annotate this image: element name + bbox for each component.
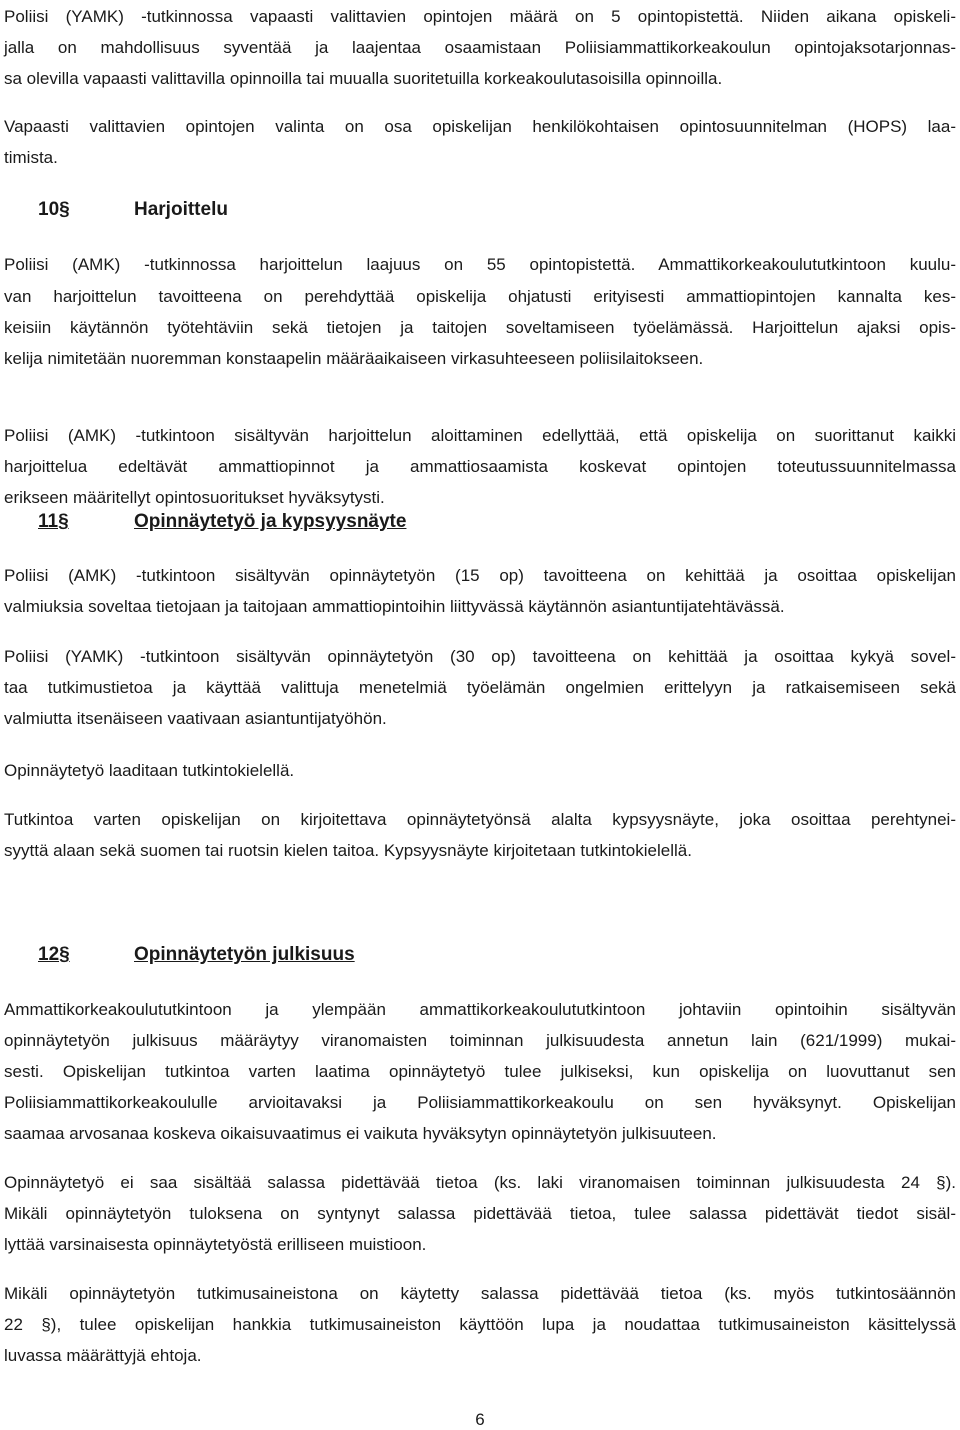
- paragraph-line: valmiutta itsenäiseen vaativaan asiantuntijatyöhön.: [4, 709, 387, 728]
- page-number: 6: [475, 1410, 485, 1429]
- paragraph-line: Poliisiammattikorkeakoululle arvioitavaksi ja Poliisiammattikorkeakoulu on sen hyväksynyt. Opiskelijan: [4, 1093, 956, 1112]
- paragraph-line: kelija nimitetään nuoremman konstaapelin määräaikaiseen virkasuhteeseen poliisilaitokseen.: [4, 349, 704, 368]
- paragraph-line: valmiuksia soveltaa tietojaan ja taitojaan ammattiopintoihin liittyvässä käytännön asiantuntijatehtävässä.: [4, 597, 785, 616]
- paragraph-line: Poliisi (AMK) -tutkintoon sisältyvän harjoittelun aloittaminen edellyttää, että opiskelija on suorittanut kaikki: [4, 426, 956, 445]
- paragraph-line: saamaa arvosanaa koskeva oikaisuvaatimus ei vaikuta hyväksytyn opinnäytetyön julkisuuteen.: [4, 1124, 717, 1143]
- paragraph-line: Poliisi (AMK) -tutkintoon sisältyvän opinnäytetyön (15 op) tavoitteena on kehittää ja osoittaa opiskelijan: [4, 566, 956, 585]
- section-number: 10§: [38, 199, 70, 220]
- paragraph-line: luvassa määrättyjä ehtoja.: [4, 1346, 202, 1365]
- paragraph-line: sa olevilla vapaasti valittavilla opinnoilla tai muualla suoritetuilla korkeakoulutasoisilla opinnoilla.: [4, 69, 723, 88]
- paragraph-line: sesti. Opiskelijan tutkintoa varten laatima opinnäytetyö tulee julkiseksi, kun opiskelija on luovuttanut sen: [4, 1062, 956, 1081]
- paragraph-line: taa tutkimustietoa ja käyttää valittuja menetelmiä työelämän ongelmien erittelyyn ja ratkaisemiseen sekä: [4, 678, 956, 697]
- paragraph-line: Mikäli opinnäytetyön tuloksena on syntynyt salassa pidettävää tietoa, tulee salassa pidettävät tiedot sisäl-: [4, 1204, 956, 1223]
- paragraph-line: timista.: [4, 148, 58, 167]
- paragraph-line: lyttää varsinaisesta opinnäytetyöstä erilliseen muistioon.: [4, 1235, 427, 1254]
- paragraph-line: keisiin käytännön työtehtäviin sekä tietojen ja taitojen soveltamiseen työelämässä. Harjoittelun ajaksi opis-: [4, 318, 956, 337]
- paragraph-line: syyttä alaan sekä suomen tai ruotsin kielen taitoa. Kypsyysnäyte kirjoitetaan tutkintokielellä.: [4, 841, 692, 860]
- section-title: Opinnäytetyön julkisuus: [134, 944, 355, 965]
- paragraph-line: 22 §), tulee opiskelijan hankkia tutkimusaineiston käyttöön lupa ja noudattaa tutkimusaineiston käsittelyssä: [4, 1315, 956, 1334]
- paragraph-line: Poliisi (YAMK) -tutkintoon sisältyvän opinnäytetyön (30 op) tavoitteena on kehittää ja osoittaa kykyä sovel-: [4, 647, 956, 666]
- paragraph-line: opinnäytetyön julkisuus määräytyy viranomaisten toiminnan julkisuudesta annetun lain (621/1999) mukai-: [4, 1031, 956, 1050]
- paragraph-line: jalla on mahdollisuus syventää ja laajentaa osaamistaan Poliisiammattikorkeakoulun opintojaksotarjonnas-: [4, 38, 956, 57]
- paragraph-line: van harjoittelun tavoitteena on perehdyttää opiskelija ohjatusti erityisesti ammattiopintojen kannalta kes-: [4, 287, 956, 306]
- section-title: Harjoittelu: [134, 199, 228, 220]
- paragraph-line: erikseen määritellyt opintosuoritukset hyväksytysti.: [4, 488, 385, 507]
- paragraph-line: Opinnäytetyö ei saa sisältää salassa pidettävää tietoa (ks. laki viranomaisen toiminnan julkisuudesta 24 §).: [4, 1173, 956, 1192]
- paragraph-line: Mikäli opinnäytetyön tutkimusaineistona on käytetty salassa pidettävää tietoa (ks. myös tutkintosäännön: [4, 1284, 956, 1303]
- paragraph-line: Poliisi (YAMK) -tutkinnossa vapaasti valittavien opintojen määrä on 5 opintopistettä. Niiden aikana opiskeli-: [4, 7, 956, 26]
- paragraph-line: Ammattikorkeakoulututkintoon ja ylempään ammattikorkeakoulututkintoon johtaviin opintoihin sisältyvän: [4, 1000, 956, 1019]
- paragraph-line: harjoittelua edeltävät ammattiopinnot ja ammattiosaamista koskevat opintojen toteutussuunnitelmassa: [4, 457, 956, 476]
- section-number: 11§: [38, 511, 69, 532]
- paragraph-line: Poliisi (AMK) -tutkinnossa harjoittelun laajuus on 55 opintopistettä. Ammattikorkeakoulututkintoon kuulu-: [4, 255, 956, 274]
- section-title: Opinnäytetyö ja kypsyysnäyte: [134, 511, 407, 532]
- paragraph-line: Tutkintoa varten opiskelijan on kirjoitettava opinnäytetyönsä alalta kypsyysnäyte, joka osoittaa perehtynei-: [4, 810, 956, 829]
- paragraph-line: Opinnäytetyö laaditaan tutkintokielellä.: [4, 761, 295, 780]
- section-number: 12§: [38, 944, 70, 965]
- paragraph-line: Vapaasti valittavien opintojen valinta on osa opiskelijan henkilökohtaisen opintosuunnitelman (HOPS) laa-: [4, 117, 956, 136]
